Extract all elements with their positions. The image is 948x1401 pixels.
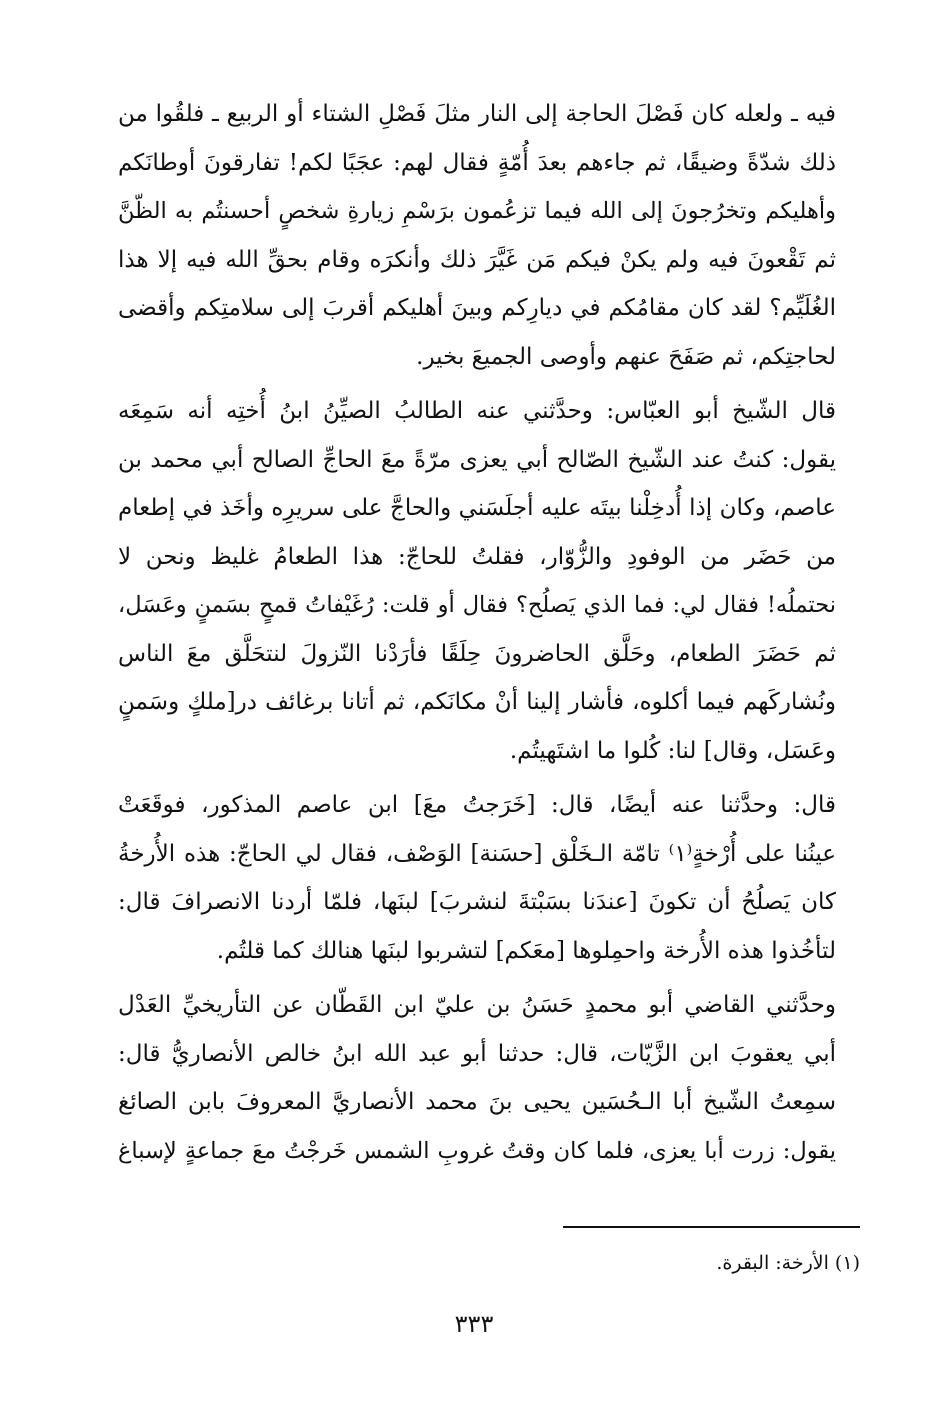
text-line: عاصم، وكان إذا أُدخِلْنا بيتَه عليه أجلَسَني والحاجَّ على سريرِه وأخَذ في إطعام [118, 495, 836, 521]
paragraph [118, 90, 836, 381]
text-line: الغُلَيِّم؟ لقد كان مقامُكم في ديارِكم وبينَ أهليكم أقربَ إلى سلامتِكم وأقضى [118, 295, 836, 321]
footnote-divider [563, 1226, 860, 1228]
footnote: (١) الأرخة: البقرة. [716, 1252, 860, 1274]
text-line: ثم حَضَرَ الطعام، وحَلَّق الحاضرونَ حِلَقًا فأرَدْنا النّزولَ لنتحَلَّق معَ الناس [118, 640, 836, 667]
text-line: ذلك شدّةً وضيقًا، ثم جاءهم بعدَ أُمّةٍ فقال لهم: عجَبًا لكم! تفارقونَ أوطانَكم [118, 149, 836, 176]
paragraph [118, 387, 836, 775]
text-line: ونُشاركَهم فيما أكلوه، فأشار إلينا أنْ مكانَكم، ثم أتانا برغائف در[ملكٍ وسَمنٍ [118, 689, 836, 715]
text-line: وعَسَل، وقال] لنا: كُلوا ما اشتَهيتُم. [509, 737, 836, 764]
text-line: قال: وحدَّثنا عنه أيضًا، قال: [خَرَجتُ معَ] ابن عاصم المذكور، فوقَعَتْ [118, 792, 836, 818]
text-line: يقول: زرت أبا يعزى، فلما كان وقتُ غروبِ الشمس خَرجْتُ معَ جماعةٍ لإسباغ [118, 1137, 836, 1164]
text-line: لتأخُذوا هذه الأُرخة واحمِلوها [معَكم] لتشربوا لبنَها هنالك كما قلتُم. [216, 937, 836, 964]
text-line: فيه ـ ولعله كان فَصْلَ الحاجة إلى النار مثلَ فَصْلِ الشتاء أو الربيع ـ فلقُوا من [118, 101, 836, 127]
main-text [118, 90, 836, 1175]
text-line: أبي يعقوبَ ابن الزَّيّات، قال: حدثنا أبو عبد الله ابنُ خالص الأنصاريُّ قال: [118, 1040, 836, 1067]
text-line: سمِعتُ الشّيخ أبا الـحُسَين يحيى بنَ محمد الأنصاريَّ المعروفَ بابن الصائغ [118, 1089, 836, 1115]
text-line: عينُنا على أُرْخةٍ⁽١⁾ تامّة الـخَلْق [حسَنة] الوَصْف، فقال لي الحاجّ: هذه الأُرخةُ [118, 840, 836, 867]
text-line: وأهليكم وتخرُجونَ إلى الله فيما تزعُمون برَسْمِ زيارةِ شخصٍ أحسنتُم به الظّنَّ [118, 198, 836, 224]
paragraph [118, 781, 836, 975]
text-line: نحتملُه! فقال لي: فما الذي يَصلُح؟ فقال أو قلت: رُغَيْفاتُ قمحٍ بسَمنٍ وعَسَل، [118, 592, 836, 618]
text-line: من حَضَر من الوفودِ والزُّوّار، فقلتُ للحاجّ: هذا الطعامُ غليظ ونحن لا [118, 543, 836, 570]
page-number: ٣٣٣ [454, 1310, 494, 1338]
text-line: قال الشّيخ أبو العبّاس: وحدَّثني عنه الطالبُ الصيِّنُ ابنُ أُختِه أنه سَمِعَه [118, 398, 836, 424]
text-line: يقول: كنتُ عند الشّيخ الصّالح أبي يعزى مرّةً معَ الحاجِّ الصالح أبي محمد بن [118, 446, 836, 473]
text-line: ثم تَقْعونَ فيه ولم يكنْ فيكم مَن غَيَّرَ ذلك وأنكرَه وقام بحقِّ الله فيه إلا هذا [118, 246, 836, 273]
text-line: لحاجتِكم، ثم صَفَحَ عنهم وأوصى الجميعَ بخير. [416, 343, 836, 370]
text-line: وحدَّثني القاضي أبو محمدٍ حَسَنُ بن عليّ ابن القَطّان عن التأريخيِّ العَدْل [118, 992, 836, 1018]
paragraph [118, 981, 836, 1175]
text-line: كان يَصلُحُ أن تكونَ [عندَنا بسَبْتةَ لنشربَ] لبنَها، فلمّا أردنا الانصرافَ قال: [118, 889, 836, 915]
